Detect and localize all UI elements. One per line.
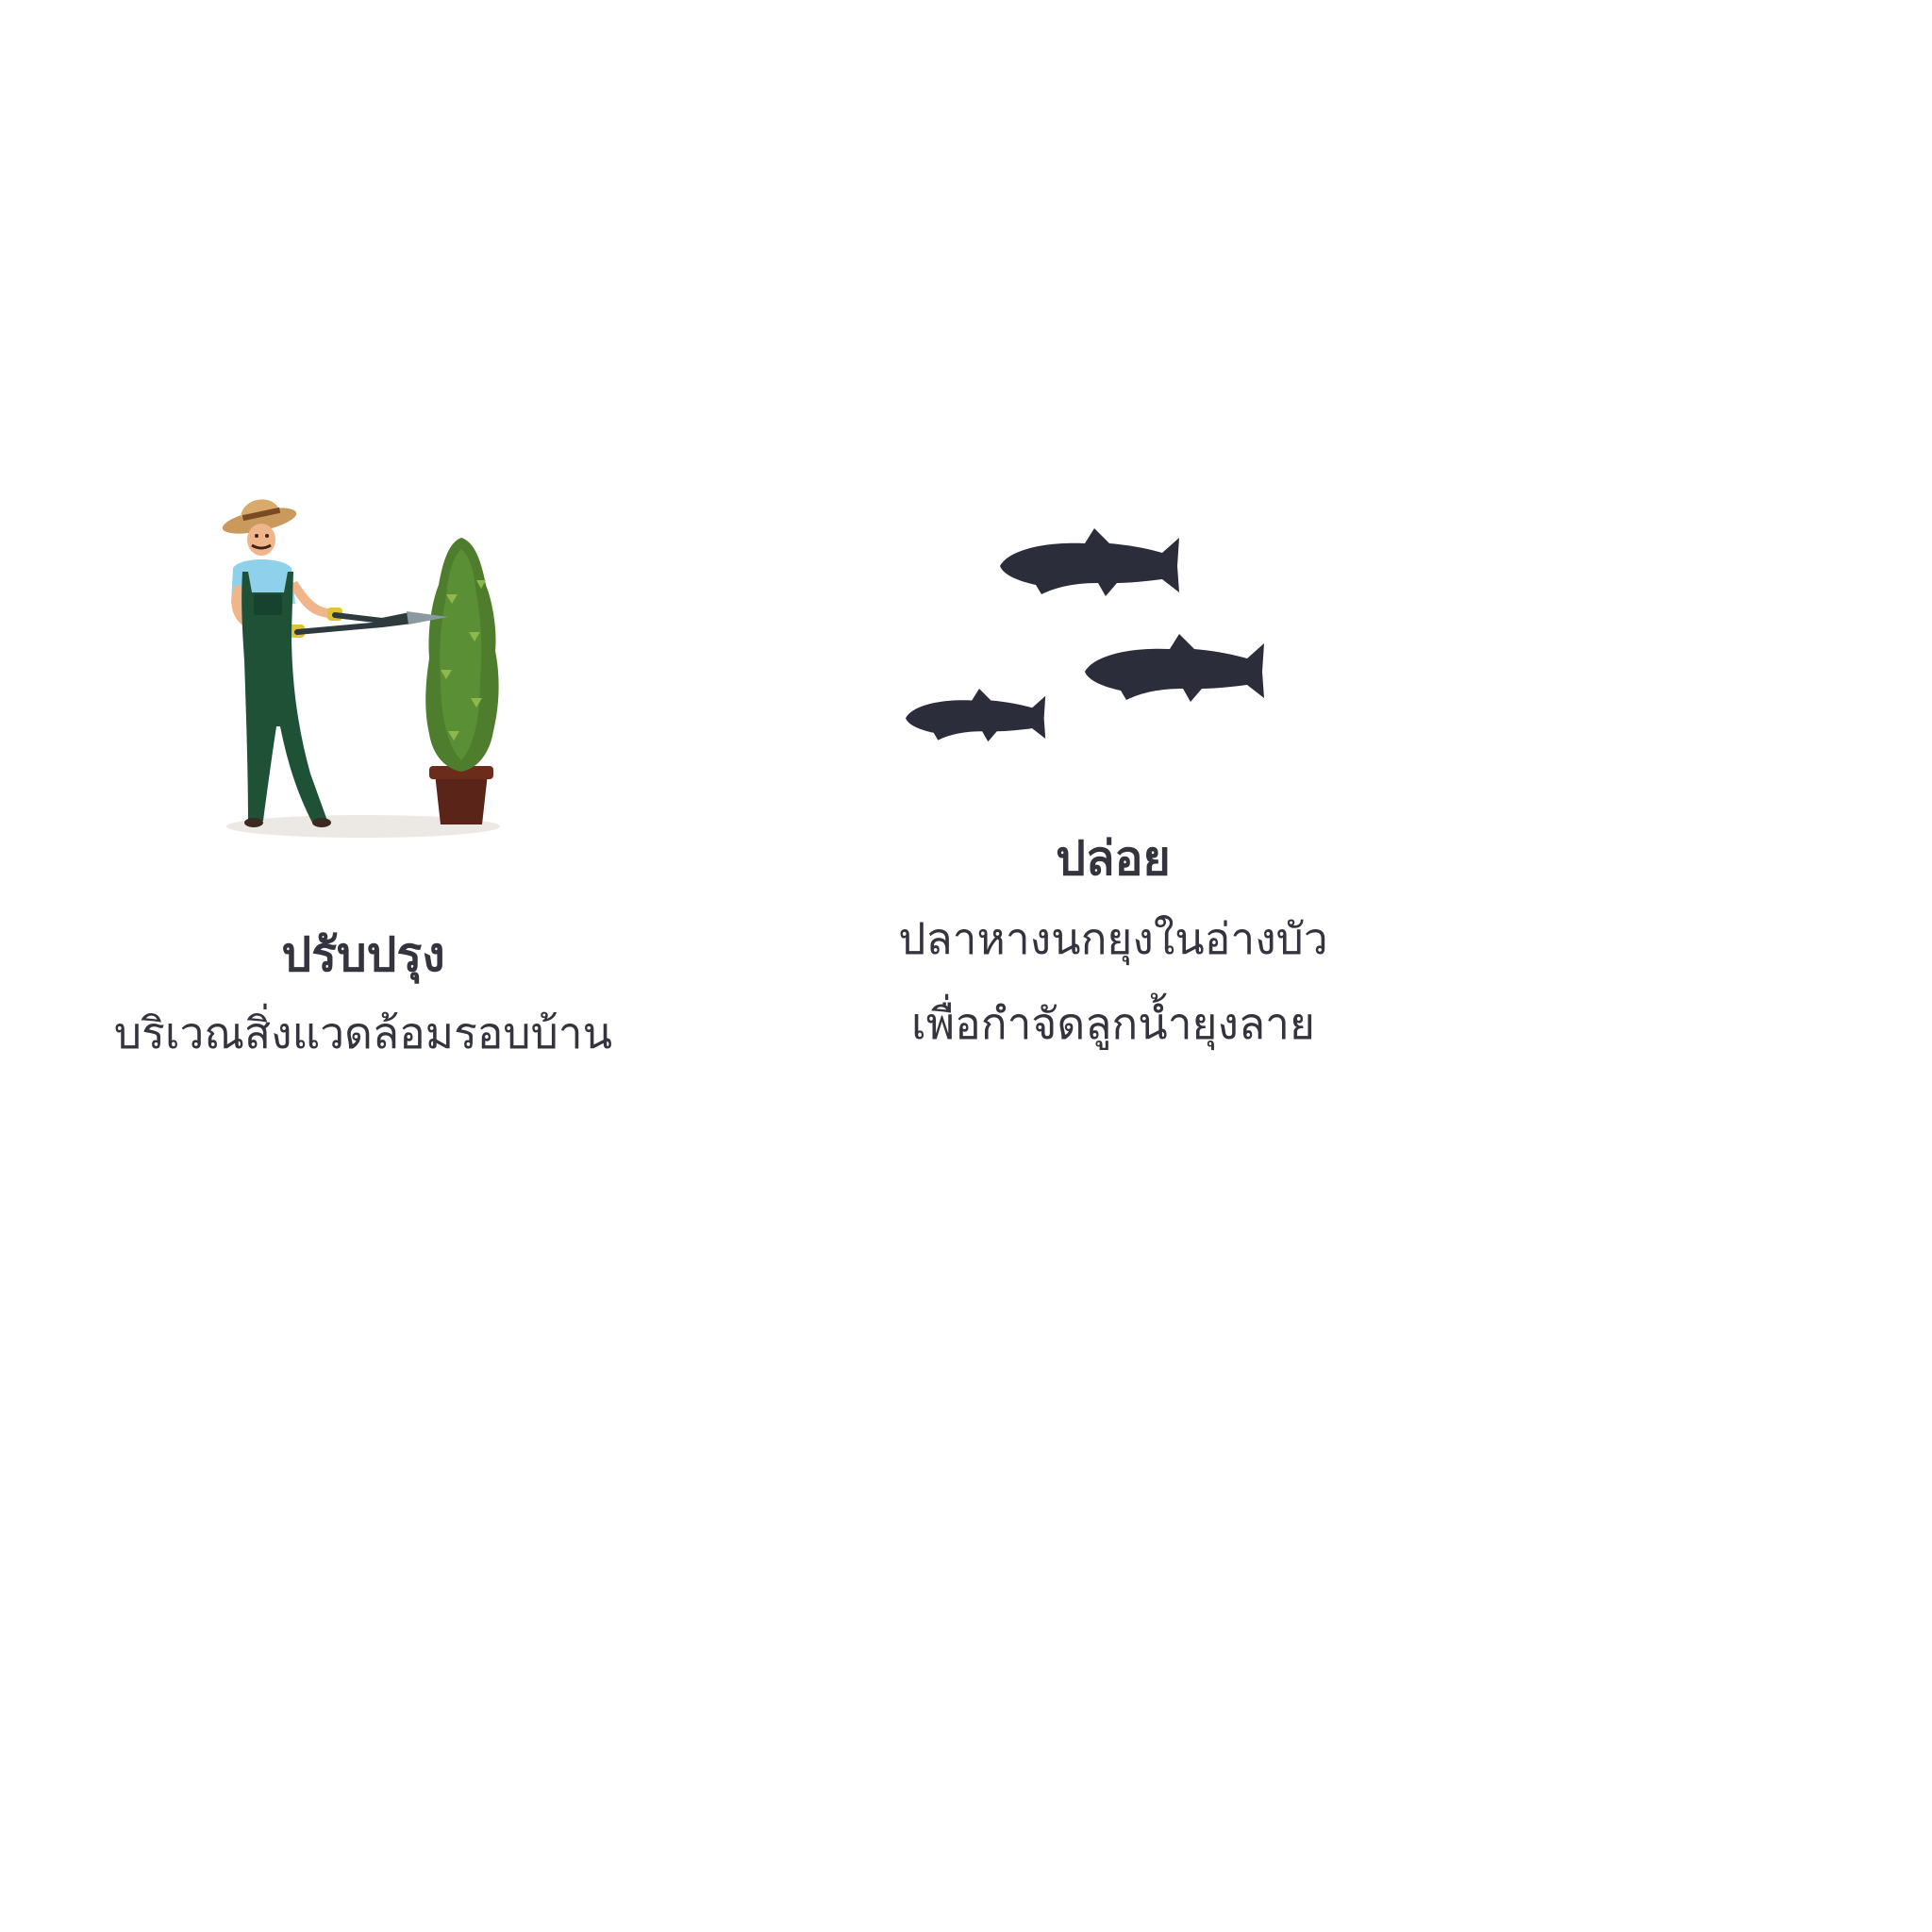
card-release-fish	[821, 528, 1406, 1066]
fish-icon	[1000, 528, 1179, 596]
card-description-line: ปลาหางนกยุงในอ่างบัว	[898, 913, 1328, 964]
card-description-line: บริเวณสิ่งแวดล้อมรอบบ้าน	[113, 1008, 613, 1058]
card-description-line: เพื่อกำจัดลูกน้ำยุงลาย	[911, 998, 1315, 1049]
fish-icon	[1085, 634, 1264, 702]
card-improve-environment	[57, 491, 670, 1075]
gardener-trimming-shrub-illustration	[193, 491, 533, 849]
fish-school-silhouette-illustration	[906, 528, 1321, 774]
card-title: ปล่อย	[1056, 831, 1171, 886]
fish-icon	[906, 689, 1045, 741]
card-title: ปรับปรุง	[281, 927, 445, 982]
